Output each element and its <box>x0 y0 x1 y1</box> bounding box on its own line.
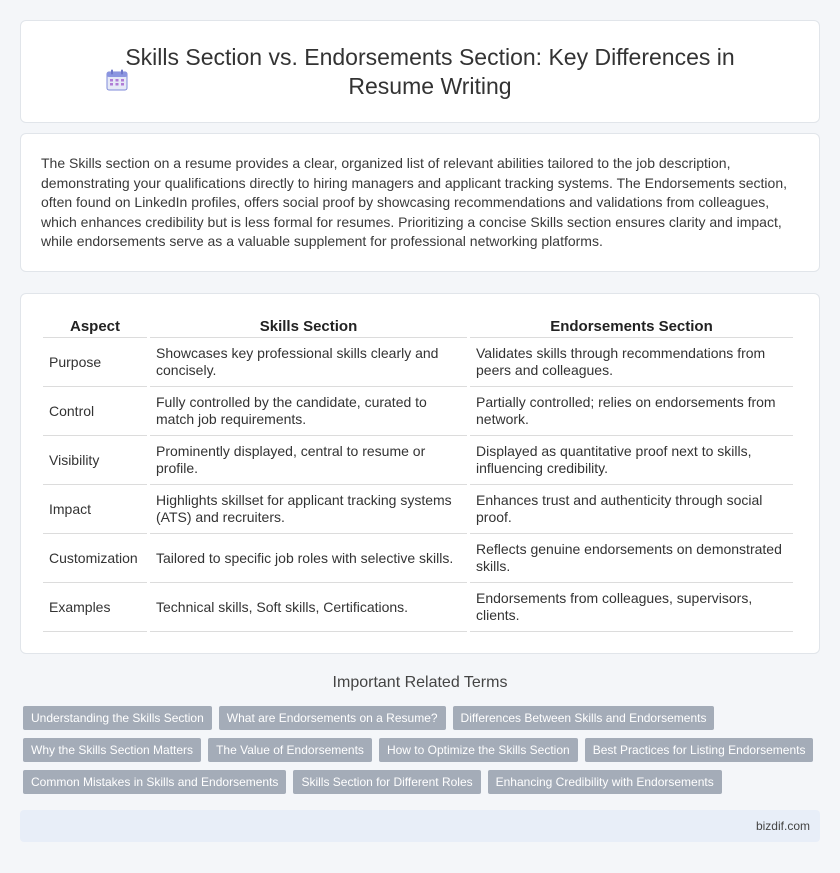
aspect-cell: Customization <box>43 534 147 583</box>
related-term-tag[interactable]: What are Endorsements on a Resume? <box>219 706 446 730</box>
comparison-table-card <box>20 293 820 654</box>
endorsements-cell: Reflects genuine endorsements on demonstrated skills. <box>470 534 793 583</box>
aspect-cell: Examples <box>43 583 147 632</box>
footer-brand-link[interactable]: bizdif.com <box>755 819 810 833</box>
header-card <box>20 20 820 123</box>
skills-cell: Tailored to specific job roles with selective skills. <box>150 534 467 583</box>
endorsements-cell: Validates skills through recommendations from peers and colleagues. <box>470 338 793 387</box>
endorsements-cell: Enhances trust and authenticity through social proof. <box>470 485 793 534</box>
related-term-tag[interactable]: Differences Between Skills and Endorsements <box>453 706 715 730</box>
table-row <box>43 436 793 485</box>
page-title: Skills Section vs. Endorsements Section: Key Differences in Resume Writing <box>125 44 735 99</box>
related-term-tag[interactable]: Enhancing Credibility with Endorsements <box>488 770 722 794</box>
table-row <box>43 387 793 436</box>
related-term-tag[interactable]: Why the Skills Section Matters <box>23 738 201 762</box>
skills-cell: Showcases key professional skills clearly and concisely. <box>150 338 467 387</box>
comparison-table <box>40 312 796 632</box>
endorsements-cell: Displayed as quantitative proof next to skills, influencing credibility. <box>470 436 793 485</box>
related-term-tag[interactable]: Common Mistakes in Skills and Endorsements <box>23 770 286 794</box>
aspect-cell: Visibility <box>43 436 147 485</box>
intro-card <box>20 133 820 272</box>
table-row <box>43 583 793 632</box>
column-header-aspect: Aspect <box>43 312 147 338</box>
aspect-cell: Control <box>43 387 147 436</box>
aspect-cell: Impact <box>43 485 147 534</box>
aspect-cell: Purpose <box>43 338 147 387</box>
table-row <box>43 338 793 387</box>
table-row <box>43 534 793 583</box>
table-row <box>43 485 793 534</box>
skills-cell: Prominently displayed, central to resume or profile. <box>150 436 467 485</box>
related-terms-list <box>23 706 823 802</box>
endorsements-cell: Partially controlled; relies on endorsements from network. <box>470 387 793 436</box>
skills-cell: Fully controlled by the candidate, curated to match job requirements. <box>150 387 467 436</box>
related-terms-heading: Important Related Terms <box>332 674 508 691</box>
related-term-tag[interactable]: How to Optimize the Skills Section <box>379 738 578 762</box>
skills-cell: Technical skills, Soft skills, Certifications. <box>150 583 467 632</box>
related-term-tag[interactable]: The Value of Endorsements <box>208 738 372 762</box>
table-header-row <box>43 312 793 338</box>
skills-cell: Highlights skillset for applicant tracking systems (ATS) and recruiters. <box>150 485 467 534</box>
footer-bar <box>20 810 820 842</box>
related-term-tag[interactable]: Best Practices for Listing Endorsements <box>585 738 814 762</box>
related-term-tag[interactable]: Understanding the Skills Section <box>23 706 212 730</box>
related-term-tag[interactable]: Skills Section for Different Roles <box>293 770 480 794</box>
column-header-endorsements: Endorsements Section <box>470 312 793 338</box>
intro-paragraph: The Skills section on a resume provides a clear, organized list of relevant abilities tailored to the job description, demonstrating your qualifications directly to hiring managers and applicant tracking systems. The Endorsements section, often found on LinkedIn profiles, offers social proof by showcasing recommendations and validations from colleagues, which enhances credibility but is less formal for resumes. Prioritizing a concise Skills section ensures clarity and impact, while endorsements serve as a valuable supplement for professional networking platforms. <box>41 155 788 249</box>
endorsements-cell: Endorsements from colleagues, supervisors, clients. <box>470 583 793 632</box>
column-header-skills: Skills Section <box>150 312 467 338</box>
